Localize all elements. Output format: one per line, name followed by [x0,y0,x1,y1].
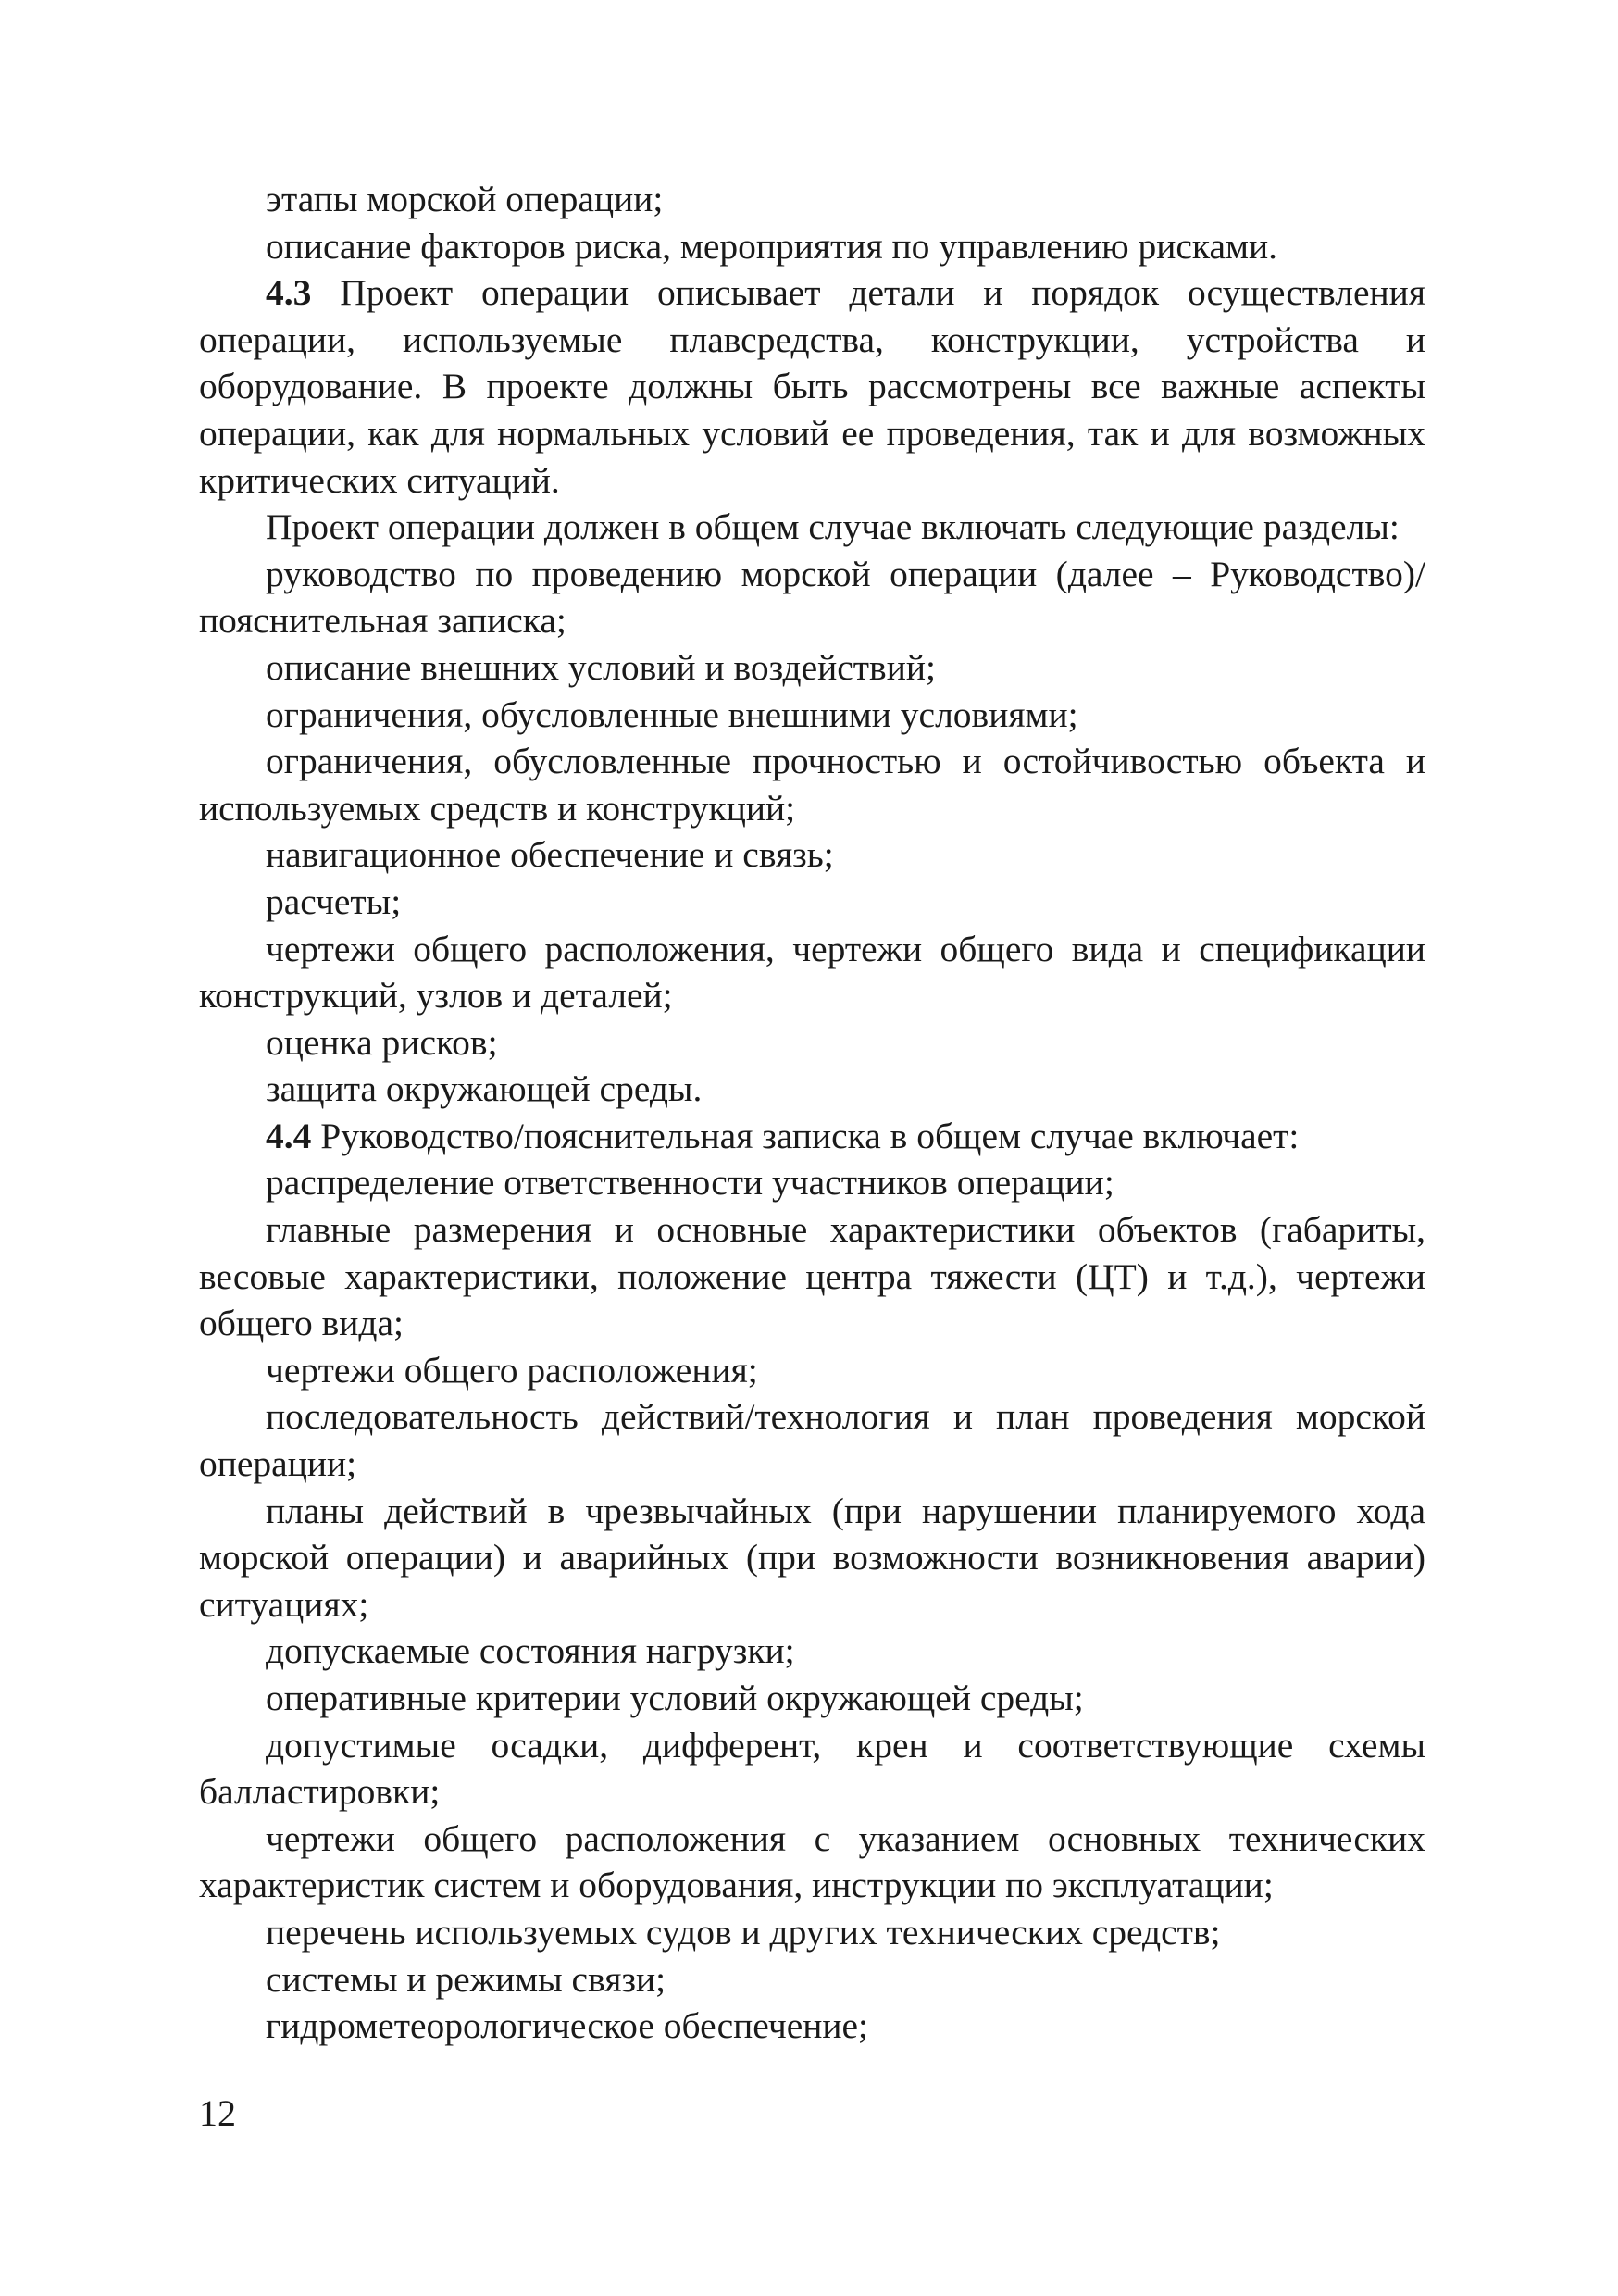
list-item: описание внешних условий и воздействий; [266,646,936,688]
list-item: ограничения, обусловленные внешними условиями; [266,693,1078,735]
list-item: планы действий в чрезвычайных (при нарушении планируемого хода морской операции) и аварийных (при возможности возникновения аварии) ситуациях; [199,1490,1425,1625]
list-item: допустимые осадки, дифферент, крен и соответствующие схемы балластировки; [199,1724,1425,1813]
list-item: чертежи общего расположения с указанием основных технических характеристик систем и оборудования, инструкции по эксплуатации; [199,1817,1425,1906]
list-item: главные размерения и основные характеристики объектов (габариты, весовые характеристики, положение центра тяжести (ЦТ) и т.д.), чертежи общего вида; [199,1209,1425,1344]
list-item: расчеты; [266,880,402,922]
list-item: ограничения, обусловленные прочностью и остойчивостью объекта и используемых средств и конструкций; [199,741,1425,829]
list-item: гидрометеорологическое обеспечение; [266,2005,869,2047]
section-number: 4.4 [266,1115,312,1156]
list-item: оперативные критерии условий окружающей среды; [266,1678,1084,1718]
list-item: системы и режимы связи; [266,1958,666,2000]
list-item: оценка рисков; [266,1021,498,1063]
list-item: допускаемые состояния нагрузки; [266,1630,795,1672]
list-item: чертежи общего расположения, чертежи общего вида и спецификации конструкций, узлов и деталей; [199,928,1425,1017]
paragraph-sections-intro: Проект операции должен в общем случае включать следующие разделы: [266,506,1400,548]
list-item: руководство по проведению морской операции (далее – Руководство)/ пояснительная записка; [199,553,1425,642]
section-number: 4.3 [266,272,312,314]
list-item: последовательность действий/технология и план проведения морской операции; [199,1396,1425,1485]
page-number: 12 [199,2092,236,2134]
list-item: перечень используемых судов и других технических средств; [266,1911,1221,1953]
list-item: навигационное обеспечение и связь; [266,834,834,876]
list-item: распределение ответственности участников операции; [266,1162,1114,1204]
paragraph-2: описание факторов риска, мероприятия по управлению рисками. [266,225,1278,267]
paragraph-4-4: 4.4 Руководство/пояснительная записка в общем случае включает: [266,1115,1300,1156]
paragraph-4-3: 4.3 Проект операции описывает детали и порядок осуществления операции, используемые плавсредства, конструкции, устройства и оборудование. В проекте должны быть рассмотрены все важные аспекты операции, как для нормальных условий ее проведения, так и для возможных критических ситуаций. [199,272,1425,501]
body-text [199,176,1425,2050]
list-item: защита окружающей среды. [266,1068,703,1110]
list-item: чертежи общего расположения; [266,1349,758,1391]
paragraph-1: этапы морской операции; [266,179,664,219]
